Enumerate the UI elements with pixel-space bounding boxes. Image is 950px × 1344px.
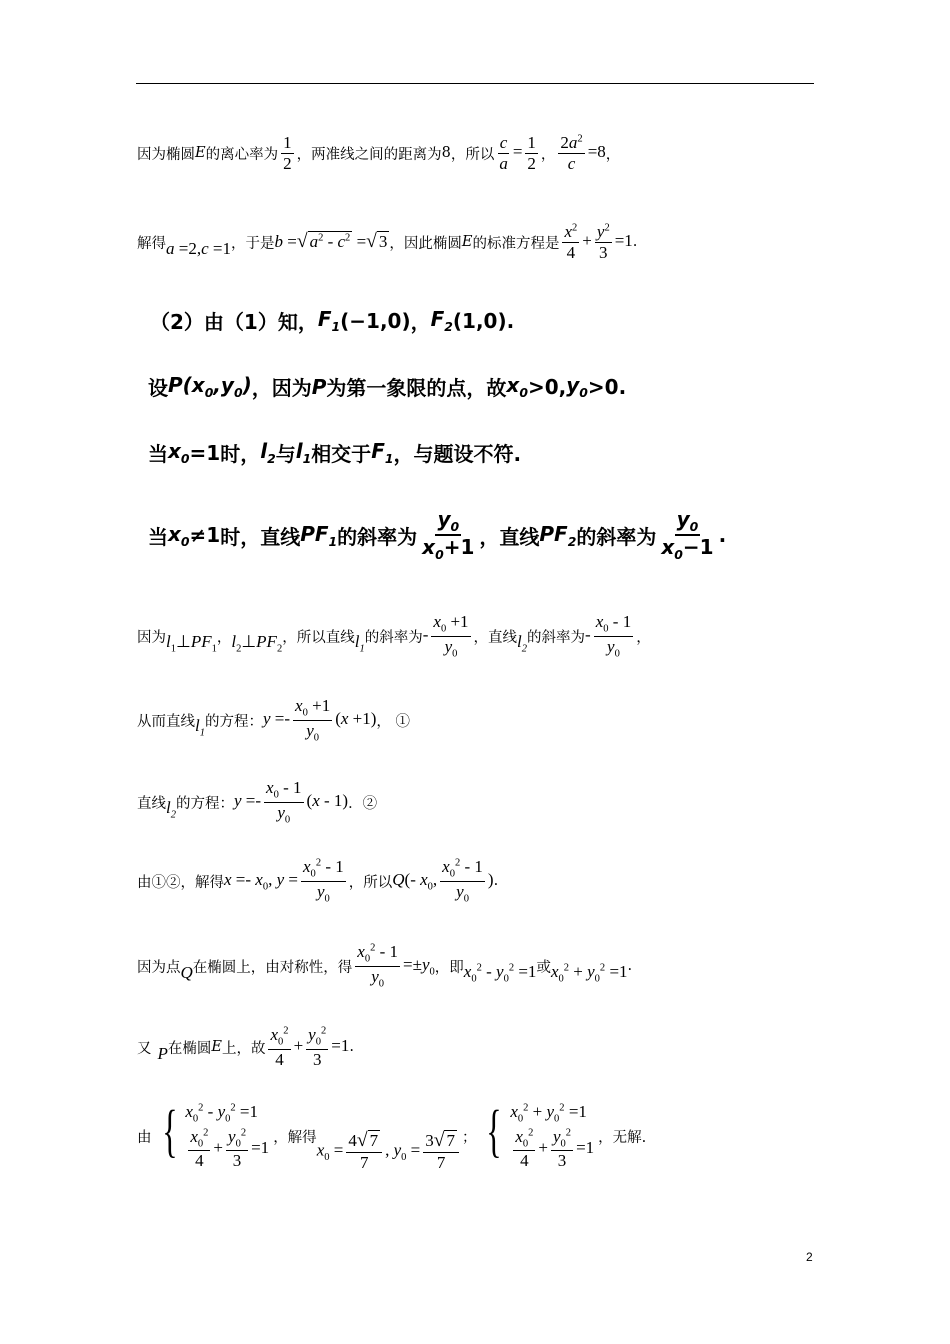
formula: $x_0^2 + y_0^2 =1$ bbox=[550, 961, 628, 985]
equation-system-2: { $x_0^2 + y_0^2 =1$ $\frac{x_0^2}{4}$ + $\frac{y_0^2}{3}$ =1 bbox=[486, 1098, 595, 1171]
text: 相交于 bbox=[311, 442, 372, 466]
formula: $x_0^2 - y_0^2 =1$ bbox=[463, 961, 537, 985]
formula: $x =- x_0$, y = $\frac{x_0^2 - 1}{y_0}$ bbox=[224, 857, 344, 904]
text: ， bbox=[605, 146, 621, 163]
header-rule bbox=[136, 83, 814, 84]
text: 的标准方程是 bbox=[472, 235, 560, 252]
text: ，即 bbox=[434, 959, 464, 976]
text: 设 bbox=[148, 376, 168, 400]
text: 又 bbox=[137, 1040, 152, 1057]
formula: $\frac{x_0^2 - 1}{y_0}$ $=\pm y_0$ bbox=[357, 942, 435, 989]
formula: $l_1$ bbox=[295, 439, 312, 466]
text: ．② bbox=[348, 795, 378, 812]
formula: P bbox=[157, 1044, 168, 1064]
line-12 bbox=[137, 1025, 354, 1069]
text: 8 bbox=[441, 145, 451, 162]
text: 由 bbox=[137, 1130, 152, 1146]
text: ，与题设不符. bbox=[393, 442, 522, 466]
formula: $P(x_0,y_0)$ bbox=[168, 373, 252, 400]
text: 的离心率为 bbox=[205, 146, 279, 163]
text: ， bbox=[216, 629, 232, 646]
text: 的斜率为 bbox=[364, 629, 423, 646]
text: ，因此椭圆 bbox=[389, 235, 462, 252]
text: 因为椭圆 bbox=[137, 146, 195, 163]
text: 为第一象限的点，故 bbox=[326, 376, 507, 400]
line-6: 当 $x_0$ ≠1 时，直线 $PF_1$ 的斜率为 $\frac{y_0}{x_0+1}$ ，直线 $PF_2$ 的斜率为 $\frac{y_0}{x_0-1}$ . bbox=[148, 507, 727, 563]
formula: $x_0$ bbox=[168, 439, 190, 466]
text: ，所以 bbox=[450, 146, 495, 163]
formula: y =- $\frac{x_0 +1}{y_0}$ (x +1) bbox=[263, 696, 377, 743]
text: ，直线 bbox=[479, 524, 540, 549]
equation-system-1: { $x_0^2 - y_0^2 =1$ $\frac{x_0^2}{4}$ + $\frac{y_0^2}{3}$ =1 bbox=[161, 1098, 270, 1171]
text: 时，直线 bbox=[220, 524, 301, 549]
text: . bbox=[627, 958, 633, 975]
text: 或 bbox=[536, 959, 551, 976]
page-number: 2 bbox=[806, 1250, 813, 1264]
formula: (1,0) bbox=[452, 308, 507, 333]
formula: $x_0$ bbox=[168, 521, 190, 549]
formula: P bbox=[311, 374, 327, 399]
formula: $l_1$ bbox=[354, 631, 365, 655]
text: 与 bbox=[275, 442, 296, 466]
text: 的方程： bbox=[176, 795, 234, 812]
text: 当 bbox=[148, 442, 168, 466]
text: 在椭圆上，由对称性，得 bbox=[192, 959, 353, 976]
formula: $PF_2$ bbox=[539, 521, 577, 549]
text: 的方程： bbox=[205, 713, 263, 730]
line-3: （2）由（1）知， $F_1$ (−1,0) ， $F_2$ (1,0) . bbox=[150, 307, 515, 334]
formula: $l_1\perp PF_1$ bbox=[166, 631, 217, 655]
formula: a =2,c =1 bbox=[166, 239, 231, 259]
formula: $\frac{2a^2}{c}$ =8 bbox=[560, 133, 606, 173]
line-10 bbox=[137, 857, 498, 905]
formula: $\frac{x_0^2}{4}$ + $\frac{y_0^2}{3}$ =1 bbox=[270, 1025, 350, 1069]
formula: - $\frac{x_0 +1}{y_0}$ bbox=[422, 612, 469, 659]
line-11 bbox=[137, 942, 632, 990]
formula: Q bbox=[180, 963, 193, 983]
text: 的斜率为 bbox=[337, 524, 418, 549]
fraction: $\frac{y_0}{x_0-1}$ bbox=[661, 507, 714, 563]
text: 在椭圆 bbox=[167, 1040, 212, 1057]
text: ； bbox=[461, 1130, 477, 1146]
text: 直线 bbox=[137, 795, 166, 812]
formula: $F_1$ bbox=[371, 439, 394, 466]
line-8 bbox=[137, 696, 410, 744]
formula: - $\frac{x_0 - 1}{y_0}$ bbox=[585, 612, 632, 659]
text: ，直线 bbox=[473, 629, 518, 646]
formula: $F_2$ bbox=[430, 307, 453, 334]
text: . bbox=[493, 873, 499, 890]
formula: $x_0$ bbox=[506, 373, 528, 400]
text: . bbox=[349, 1039, 354, 1056]
text: ，所以直线 bbox=[282, 629, 355, 646]
formula: $PF_1$ bbox=[300, 521, 338, 549]
text: （2）由（1）知， bbox=[150, 310, 318, 334]
formula: $l_2$ bbox=[517, 631, 528, 655]
formula: $l_2\perp PF_2$ bbox=[231, 631, 283, 655]
text: ，无解. bbox=[598, 1130, 647, 1146]
formula: $l_2$ bbox=[260, 439, 276, 466]
text: 上，故 bbox=[221, 1040, 266, 1057]
formula: $\frac{c}{a}$ = $\frac{1}{2}$ bbox=[499, 133, 536, 173]
text: ， bbox=[636, 629, 651, 646]
text: 从而直线 bbox=[137, 713, 195, 730]
text: . bbox=[632, 234, 638, 251]
line-2 bbox=[137, 222, 637, 262]
text: 解得 bbox=[137, 235, 166, 252]
formula: b = √ $a^2 - c^2$ = √ 3 bbox=[274, 231, 388, 253]
text: E bbox=[461, 234, 473, 251]
text: 时， bbox=[220, 442, 261, 466]
text: E bbox=[195, 145, 206, 162]
formula: $x_0$ = 4 √ 7 7 , $y_0$ = 3 √ 7 7 bbox=[317, 1130, 462, 1173]
line-4: 设 $P(x_0,y_0)$ ，因为 P 为第一象限的点，故 $x_0$ >0, $y_0$ >0. bbox=[148, 373, 627, 400]
formula: $\frac{x^2}{4}$ + $\frac{y^2}{3}$ =1 bbox=[564, 222, 633, 262]
text: ， ① bbox=[376, 713, 411, 730]
text: 因为 bbox=[137, 629, 166, 646]
fraction: $\frac{y_0}{x_0+1}$ bbox=[422, 507, 475, 563]
text: ，于是 bbox=[230, 235, 275, 252]
text: 因为点 bbox=[137, 959, 181, 976]
formula: $F_1$ bbox=[317, 307, 341, 334]
line-5: 当 $x_0$ =1 时， $l_2$ 与 $l_1$ 相交于 $F_1$ ，与题设不符. bbox=[148, 439, 522, 466]
line-1 bbox=[137, 133, 620, 173]
text: . bbox=[718, 523, 727, 548]
line-7 bbox=[137, 612, 651, 660]
formula: $l_1$ bbox=[195, 715, 205, 739]
formula: y =- $\frac{x_0 - 1}{y_0}$ (x - 1) bbox=[234, 778, 349, 825]
formula: $l_2$ bbox=[166, 797, 176, 821]
fraction: $\frac{1}{2}$ bbox=[283, 133, 292, 173]
formula: Q(- $x_0$, $\frac{x_0^2 - 1}{y_0}$ ) bbox=[392, 857, 494, 904]
line-13 bbox=[137, 1100, 646, 1173]
text: ，因为 bbox=[251, 376, 312, 400]
text: ，两准线之间的距离为 bbox=[296, 146, 442, 163]
text: E bbox=[211, 1039, 222, 1056]
formula: (−1,0) bbox=[340, 308, 411, 333]
line-9 bbox=[137, 778, 377, 826]
text: ，解得 bbox=[273, 1130, 317, 1146]
text: 的斜率为 bbox=[527, 629, 586, 646]
text: ， bbox=[540, 146, 556, 163]
text: 当 bbox=[148, 524, 168, 549]
text: ，所以 bbox=[348, 874, 393, 891]
text: 由①②，解得 bbox=[137, 874, 224, 891]
text: 的斜率为 bbox=[576, 524, 657, 549]
